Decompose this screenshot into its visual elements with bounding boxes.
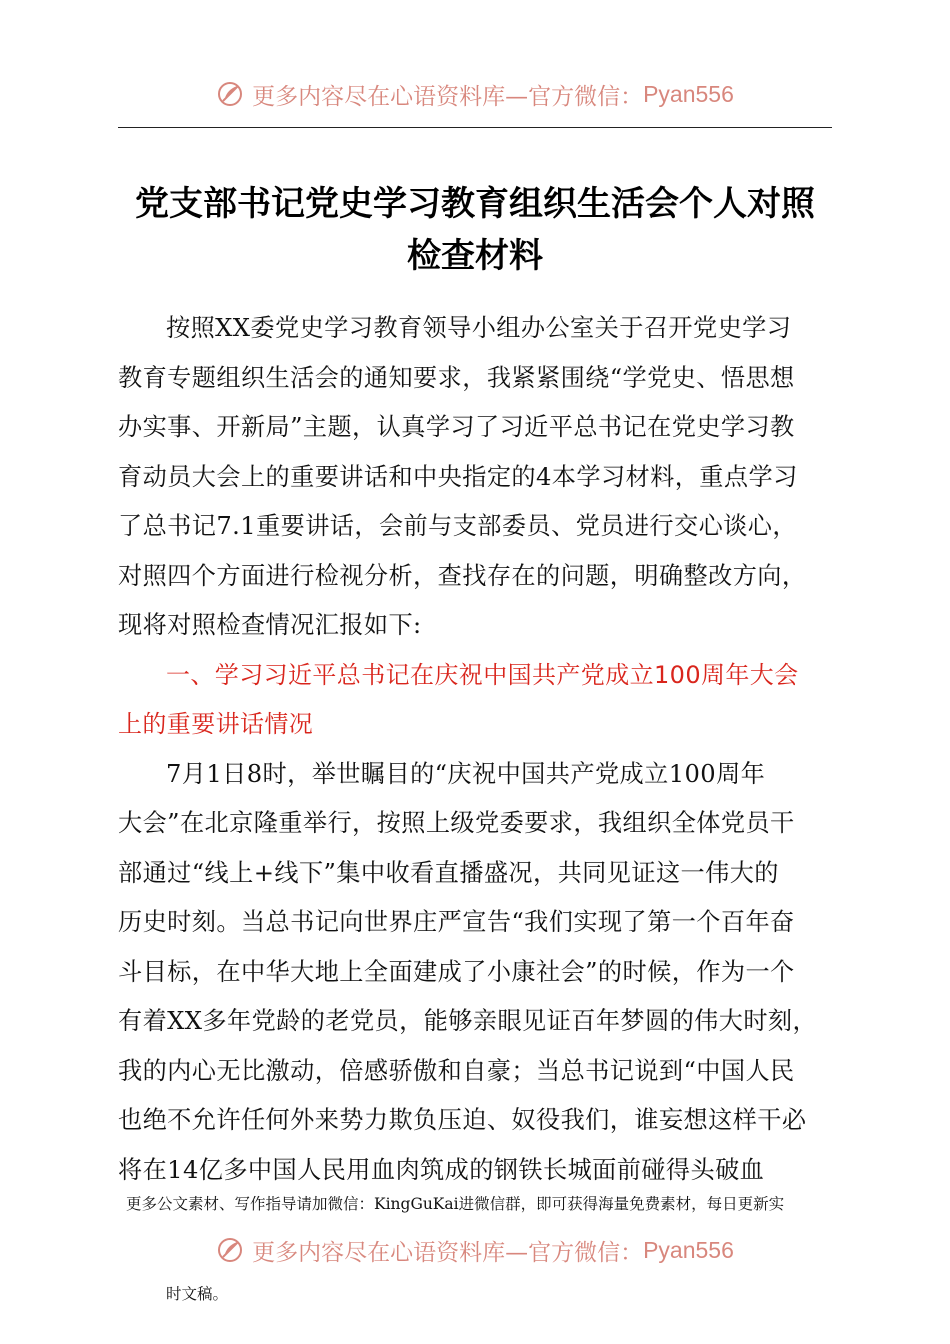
text-line: 对照四个方面进行检视分析，查找存在的问题，明确整改方向，	[118, 561, 807, 590]
paragraph-intro	[118, 304, 832, 651]
banner-text: 更多内容尽在心语资料库—官方微信：	[252, 1239, 644, 1266]
text-line: 现将对照检查情况汇报如下:	[118, 611, 422, 639]
section-heading	[118, 651, 832, 750]
title-line: 党支部书记党史学习教育组织生活会个人对照	[135, 184, 815, 224]
text-line: 育动员大会上的重要讲话和中央指定的4本学习材料，重点学习	[118, 462, 798, 491]
text-line: 历史时刻。当总书记向世界庄严宣告“我们实现了第一个百年奋	[118, 908, 795, 936]
footer-banner	[0, 1228, 950, 1272]
footer-note-tail: 时文稿。	[166, 1285, 229, 1303]
text-line: 斗目标，在中华大地上全面建成了小康社会”的时候，作为一个	[118, 957, 795, 986]
banner-wechat-id: Pyan556	[643, 80, 734, 107]
text-line: 7月1日8时，举世瞩目的“庆祝中国共产党成立100周年	[166, 759, 766, 788]
quill-logo-icon	[216, 80, 244, 108]
quill-logo-icon	[216, 1236, 244, 1264]
text-line: 也绝不允许任何外来势力欺负压迫、奴役我们，谁妄想这样干必	[118, 1106, 807, 1134]
banner-wechat-id: Pyan556	[643, 1236, 734, 1263]
document-body	[118, 304, 832, 1195]
paragraph-section	[118, 750, 832, 1196]
text-line: 我的内心无比激动，倍感骄傲和自豪；当总书记说到“中国人民	[118, 1056, 795, 1085]
heading-line: 一、学习习近平总书记在庆祝中国共产党成立100周年大会	[166, 660, 799, 689]
text-line: 部通过“线上+线下”集中收看直播盛况，共同见证这一伟大的	[118, 858, 779, 887]
text-line: 将在14亿多中国人民用血肉筑成的钢铁长城面前碰得头破血	[118, 1155, 765, 1184]
footer-note: 更多公文素材、写作指导请加微信：KingGuKai进微信群，即可获得海量免费素材，每日更新实	[126, 1195, 785, 1213]
text-line: 有着XX多年党龄的老党员，能够亲眼见证百年梦圆的伟大时刻，	[118, 1007, 818, 1035]
text-line: 办实事、开新局”主题，认真学习了习近平总书记在党史学习教	[118, 413, 795, 441]
text-line: 教育专题组织生活会的通知要求，我紧紧围绕“学党史、悟思想	[118, 363, 795, 392]
document-title	[110, 178, 840, 282]
header-banner	[0, 72, 950, 116]
text-line: 了总书记7.1重要讲话，会前与支部委员、党员进行交心谈心，	[118, 512, 797, 540]
heading-line: 上的重要讲话情况	[118, 710, 314, 738]
banner-text: 更多内容尽在心语资料库—官方微信：	[252, 83, 644, 110]
title-line: 检查材料	[407, 236, 543, 276]
text-line: 大会”在北京隆重举行，按照上级党委要求，我组织全体党员干	[118, 809, 795, 837]
text-line: 按照XX委党史学习教育领导小组办公室关于召开党史学习	[166, 314, 792, 342]
header-divider	[118, 127, 832, 128]
